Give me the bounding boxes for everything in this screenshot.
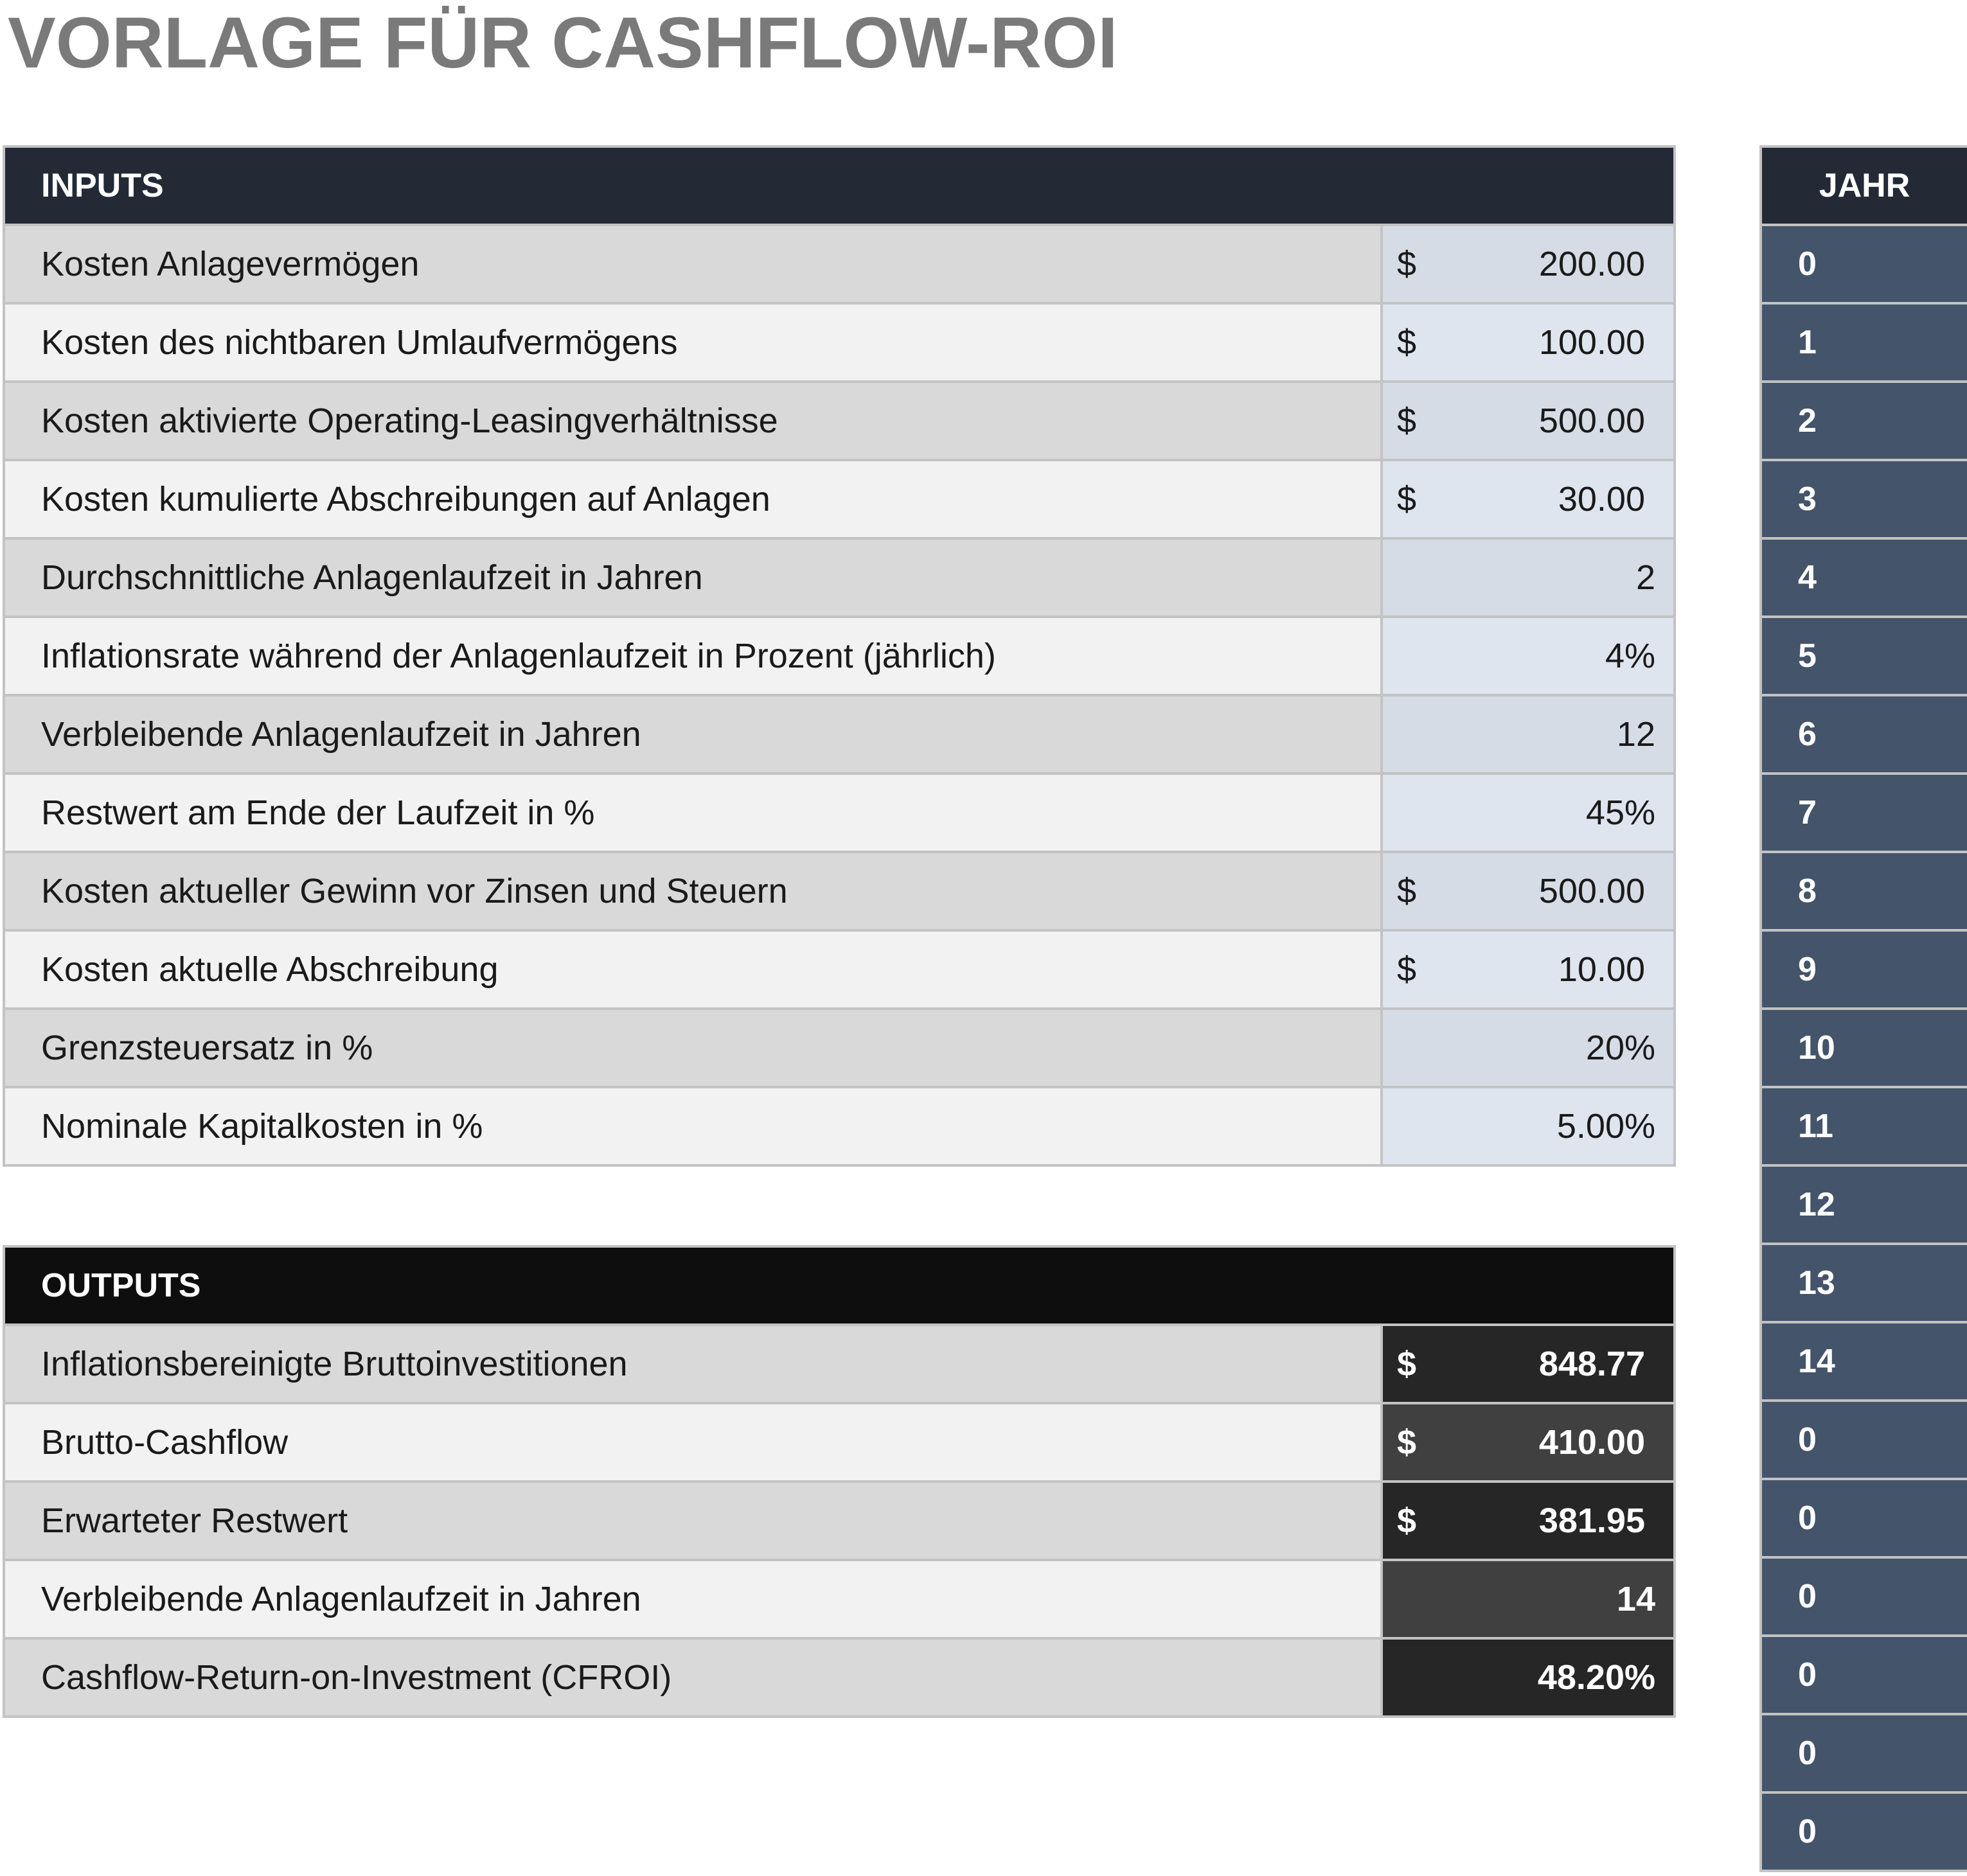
year-cell: 0 xyxy=(1762,1637,1967,1715)
output-value-cell xyxy=(1383,1404,1673,1480)
input-label: Kosten des nichtbaren Umlaufvermögens xyxy=(5,305,1383,380)
output-value: 410.00 xyxy=(1538,1423,1645,1462)
inputs-table xyxy=(3,145,1676,1167)
currency-symbol: $ xyxy=(1397,402,1417,440)
input-label: Kosten aktivierte Operating-Leasingverhältnisse xyxy=(5,383,1383,459)
input-row xyxy=(5,618,1673,696)
output-label: Erwarteter Restwert xyxy=(5,1483,1383,1559)
input-value: 5.00% xyxy=(1556,1107,1655,1146)
input-value-cell[interactable] xyxy=(1383,1010,1673,1086)
input-row xyxy=(5,383,1673,461)
year-cell: 0 xyxy=(1762,1402,1967,1480)
inputs-header: INPUTS xyxy=(5,148,1673,226)
input-label: Nominale Kapitalkosten in % xyxy=(5,1088,1383,1164)
output-label: Cashflow-Return-on-Investment (CFROI) xyxy=(5,1640,1383,1715)
input-label: Verbleibende Anlagenlaufzeit in Jahren xyxy=(5,696,1383,772)
output-value-cell xyxy=(1383,1326,1673,1402)
currency-symbol: $ xyxy=(1397,872,1417,910)
input-value: 100.00 xyxy=(1538,323,1645,362)
input-value-cell[interactable] xyxy=(1383,932,1673,1007)
input-label: Kosten aktuelle Abschreibung xyxy=(5,932,1383,1007)
year-cell: 10 xyxy=(1762,1010,1967,1088)
year-cell: 0 xyxy=(1762,1559,1967,1637)
input-value: 30.00 xyxy=(1558,480,1645,518)
currency-symbol: $ xyxy=(1397,323,1417,362)
input-value-cell[interactable] xyxy=(1383,618,1673,694)
output-value-cell xyxy=(1383,1483,1673,1559)
input-label: Durchschnittliche Anlagenlaufzeit in Jahren xyxy=(5,540,1383,615)
year-cell: 0 xyxy=(1762,1480,1967,1559)
input-value-cell[interactable] xyxy=(1383,226,1673,302)
output-row xyxy=(5,1483,1673,1561)
input-value-cell[interactable] xyxy=(1383,775,1673,851)
input-value-cell[interactable] xyxy=(1383,461,1673,537)
input-value: 4% xyxy=(1605,637,1655,675)
year-cell: 2 xyxy=(1762,383,1967,461)
year-cell: 4 xyxy=(1762,540,1967,618)
currency-symbol: $ xyxy=(1397,480,1417,518)
year-cell: 0 xyxy=(1762,226,1967,305)
output-row xyxy=(5,1640,1673,1715)
input-value-cell[interactable] xyxy=(1383,540,1673,615)
year-column xyxy=(1759,145,1967,1872)
input-label: Kosten kumulierte Abschreibungen auf Anlagen xyxy=(5,461,1383,537)
input-label: Grenzsteuersatz in % xyxy=(5,1010,1383,1086)
currency-symbol: $ xyxy=(1397,1345,1417,1383)
year-cell: 9 xyxy=(1762,932,1967,1010)
currency-symbol: $ xyxy=(1397,950,1417,989)
input-value: 10.00 xyxy=(1558,950,1645,989)
input-value: 200.00 xyxy=(1538,245,1645,283)
input-value: 2 xyxy=(1635,558,1655,597)
input-label: Inflationsrate während der Anlagenlaufzeit in Prozent (jährlich) xyxy=(5,618,1383,694)
output-value: 14 xyxy=(1616,1580,1655,1618)
output-row xyxy=(5,1404,1673,1483)
year-cell: 1 xyxy=(1762,305,1967,383)
currency-symbol: $ xyxy=(1397,1423,1417,1462)
currency-symbol: $ xyxy=(1397,1501,1417,1540)
input-row xyxy=(5,1088,1673,1164)
year-cell: 0 xyxy=(1762,1715,1967,1794)
year-cell: 13 xyxy=(1762,1245,1967,1323)
year-cell: 6 xyxy=(1762,696,1967,775)
input-value-cell[interactable] xyxy=(1383,1088,1673,1164)
input-row xyxy=(5,932,1673,1010)
input-row xyxy=(5,305,1673,383)
input-row xyxy=(5,1010,1673,1088)
input-row xyxy=(5,461,1673,540)
page-title: VORLAGE FÜR CASHFLOW-ROI xyxy=(8,3,1118,83)
input-value-cell[interactable] xyxy=(1383,383,1673,459)
input-row xyxy=(5,853,1673,932)
output-value: 48.20% xyxy=(1537,1658,1655,1697)
output-row xyxy=(5,1326,1673,1404)
year-cell: 12 xyxy=(1762,1167,1967,1245)
output-value: 848.77 xyxy=(1538,1345,1645,1383)
year-cell: 11 xyxy=(1762,1088,1967,1167)
output-value: 381.95 xyxy=(1538,1501,1645,1540)
output-value-cell xyxy=(1383,1640,1673,1715)
year-cell: 7 xyxy=(1762,775,1967,853)
input-value: 20% xyxy=(1585,1029,1655,1067)
input-value-cell[interactable] xyxy=(1383,853,1673,929)
currency-symbol: $ xyxy=(1397,245,1417,283)
output-label: Inflationsbereinigte Bruttoinvestitionen xyxy=(5,1326,1383,1402)
input-row xyxy=(5,226,1673,305)
input-label: Kosten aktueller Gewinn vor Zinsen und Steuern xyxy=(5,853,1383,929)
input-value: 500.00 xyxy=(1538,402,1645,440)
input-value: 45% xyxy=(1585,793,1655,832)
input-value: 500.00 xyxy=(1538,872,1645,910)
input-row xyxy=(5,775,1673,853)
year-cell: 8 xyxy=(1762,853,1967,932)
year-cell: 0 xyxy=(1762,1794,1967,1870)
outputs-header: OUTPUTS xyxy=(5,1248,1673,1326)
input-label: Kosten Anlagevermögen xyxy=(5,226,1383,302)
input-value-cell[interactable] xyxy=(1383,696,1673,772)
year-cell: 14 xyxy=(1762,1323,1967,1402)
output-value-cell xyxy=(1383,1561,1673,1637)
year-header: JAHR xyxy=(1762,148,1967,226)
year-cell: 5 xyxy=(1762,618,1967,696)
output-label: Brutto-Cashflow xyxy=(5,1404,1383,1480)
input-row xyxy=(5,540,1673,618)
input-row xyxy=(5,696,1673,775)
year-cell: 3 xyxy=(1762,461,1967,540)
output-label: Verbleibende Anlagenlaufzeit in Jahren xyxy=(5,1561,1383,1637)
output-row xyxy=(5,1561,1673,1640)
input-label: Restwert am Ende der Laufzeit in % xyxy=(5,775,1383,851)
outputs-table xyxy=(3,1245,1676,1718)
input-value: 12 xyxy=(1616,715,1655,754)
input-value-cell[interactable] xyxy=(1383,305,1673,380)
